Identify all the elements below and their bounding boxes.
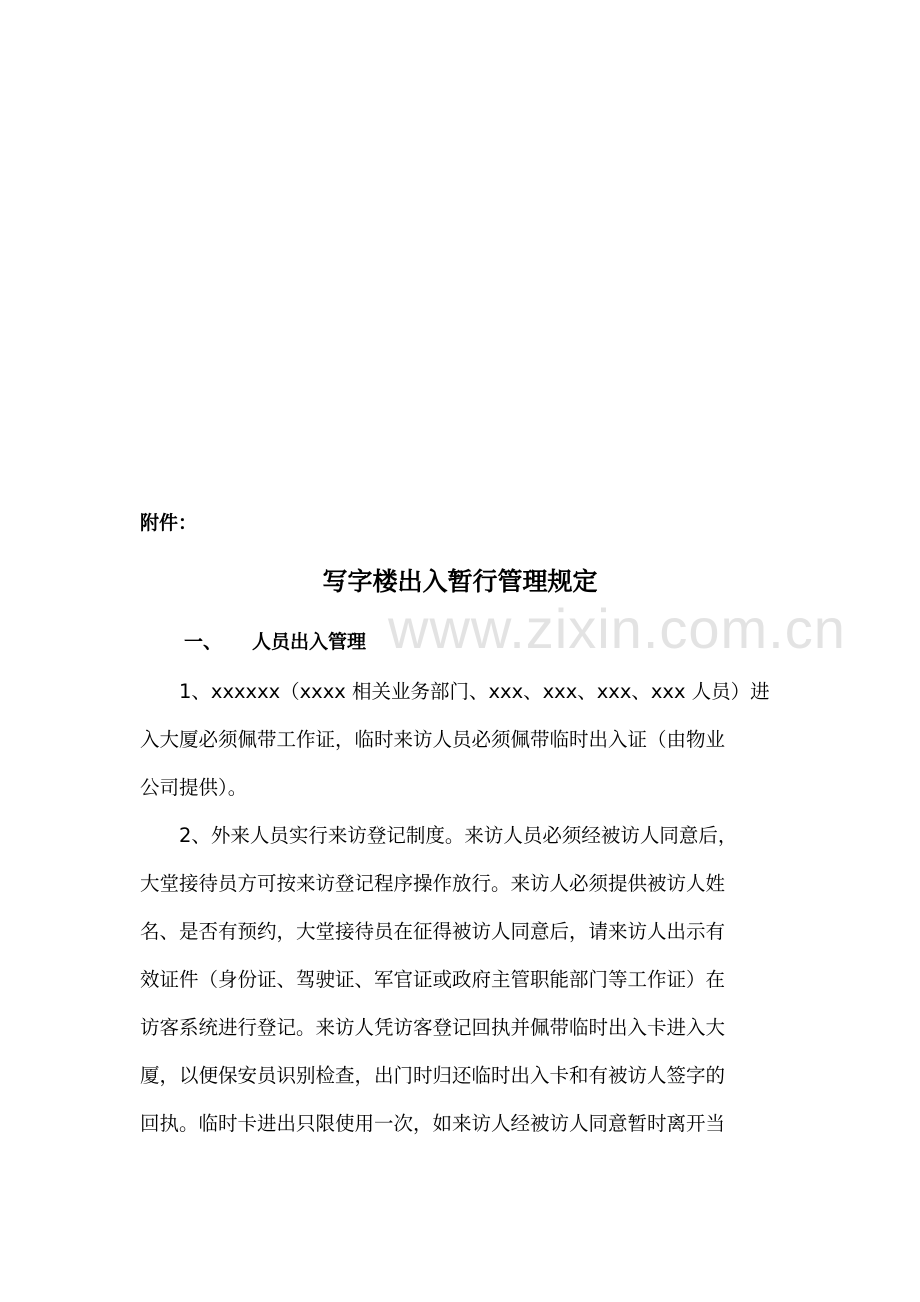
paragraph-line: 入大厦必须佩带工作证，临时来访人员必须佩带临时出入证（由物业 xyxy=(140,728,726,751)
section-heading xyxy=(184,626,366,658)
section-number: 一、 xyxy=(184,631,223,653)
paragraph-line: 公司提供）。 xyxy=(140,776,248,799)
attachment-label: 附件： xyxy=(140,512,198,534)
paragraph-line: 厦，以便保安员识别检查，出门时归还临时出入卡和有被访人签字的 xyxy=(140,1064,726,1087)
document-title: 写字楼出入暂行管理规定 xyxy=(322,567,598,596)
paragraph-line: 名、是否有预约，大堂接待员在征得被访人同意后，请来访人出示有 xyxy=(140,920,726,943)
paragraph-line: 大堂接待员方可按来访登记程序操作放行。来访人必须提供被访人姓 xyxy=(140,872,726,895)
paragraph-line: 回执。临时卡进出只限使用一次，如来访人经被访人同意暂时离开当 xyxy=(140,1112,726,1135)
paragraph-line: 访客系统进行登记。来访人凭访客登记回执并佩带临时出入卡进入大 xyxy=(140,1016,726,1039)
paragraph-line: 1、xxxxxx（xxxx 相关业务部门、xxx、xxx、xxx、xxx 人员）进 xyxy=(140,680,770,703)
section-title: 人员出入管理 xyxy=(252,631,367,653)
paragraph-line: 2、外来人员实行来访登记制度。来访人员必须经被访人同意后， xyxy=(140,824,738,847)
paragraph-line: 效证件（身份证、驾驶证、军官证或政府主管职能部门等工作证）在 xyxy=(140,968,726,991)
watermark: www.zixin.com.cn xyxy=(388,597,846,660)
